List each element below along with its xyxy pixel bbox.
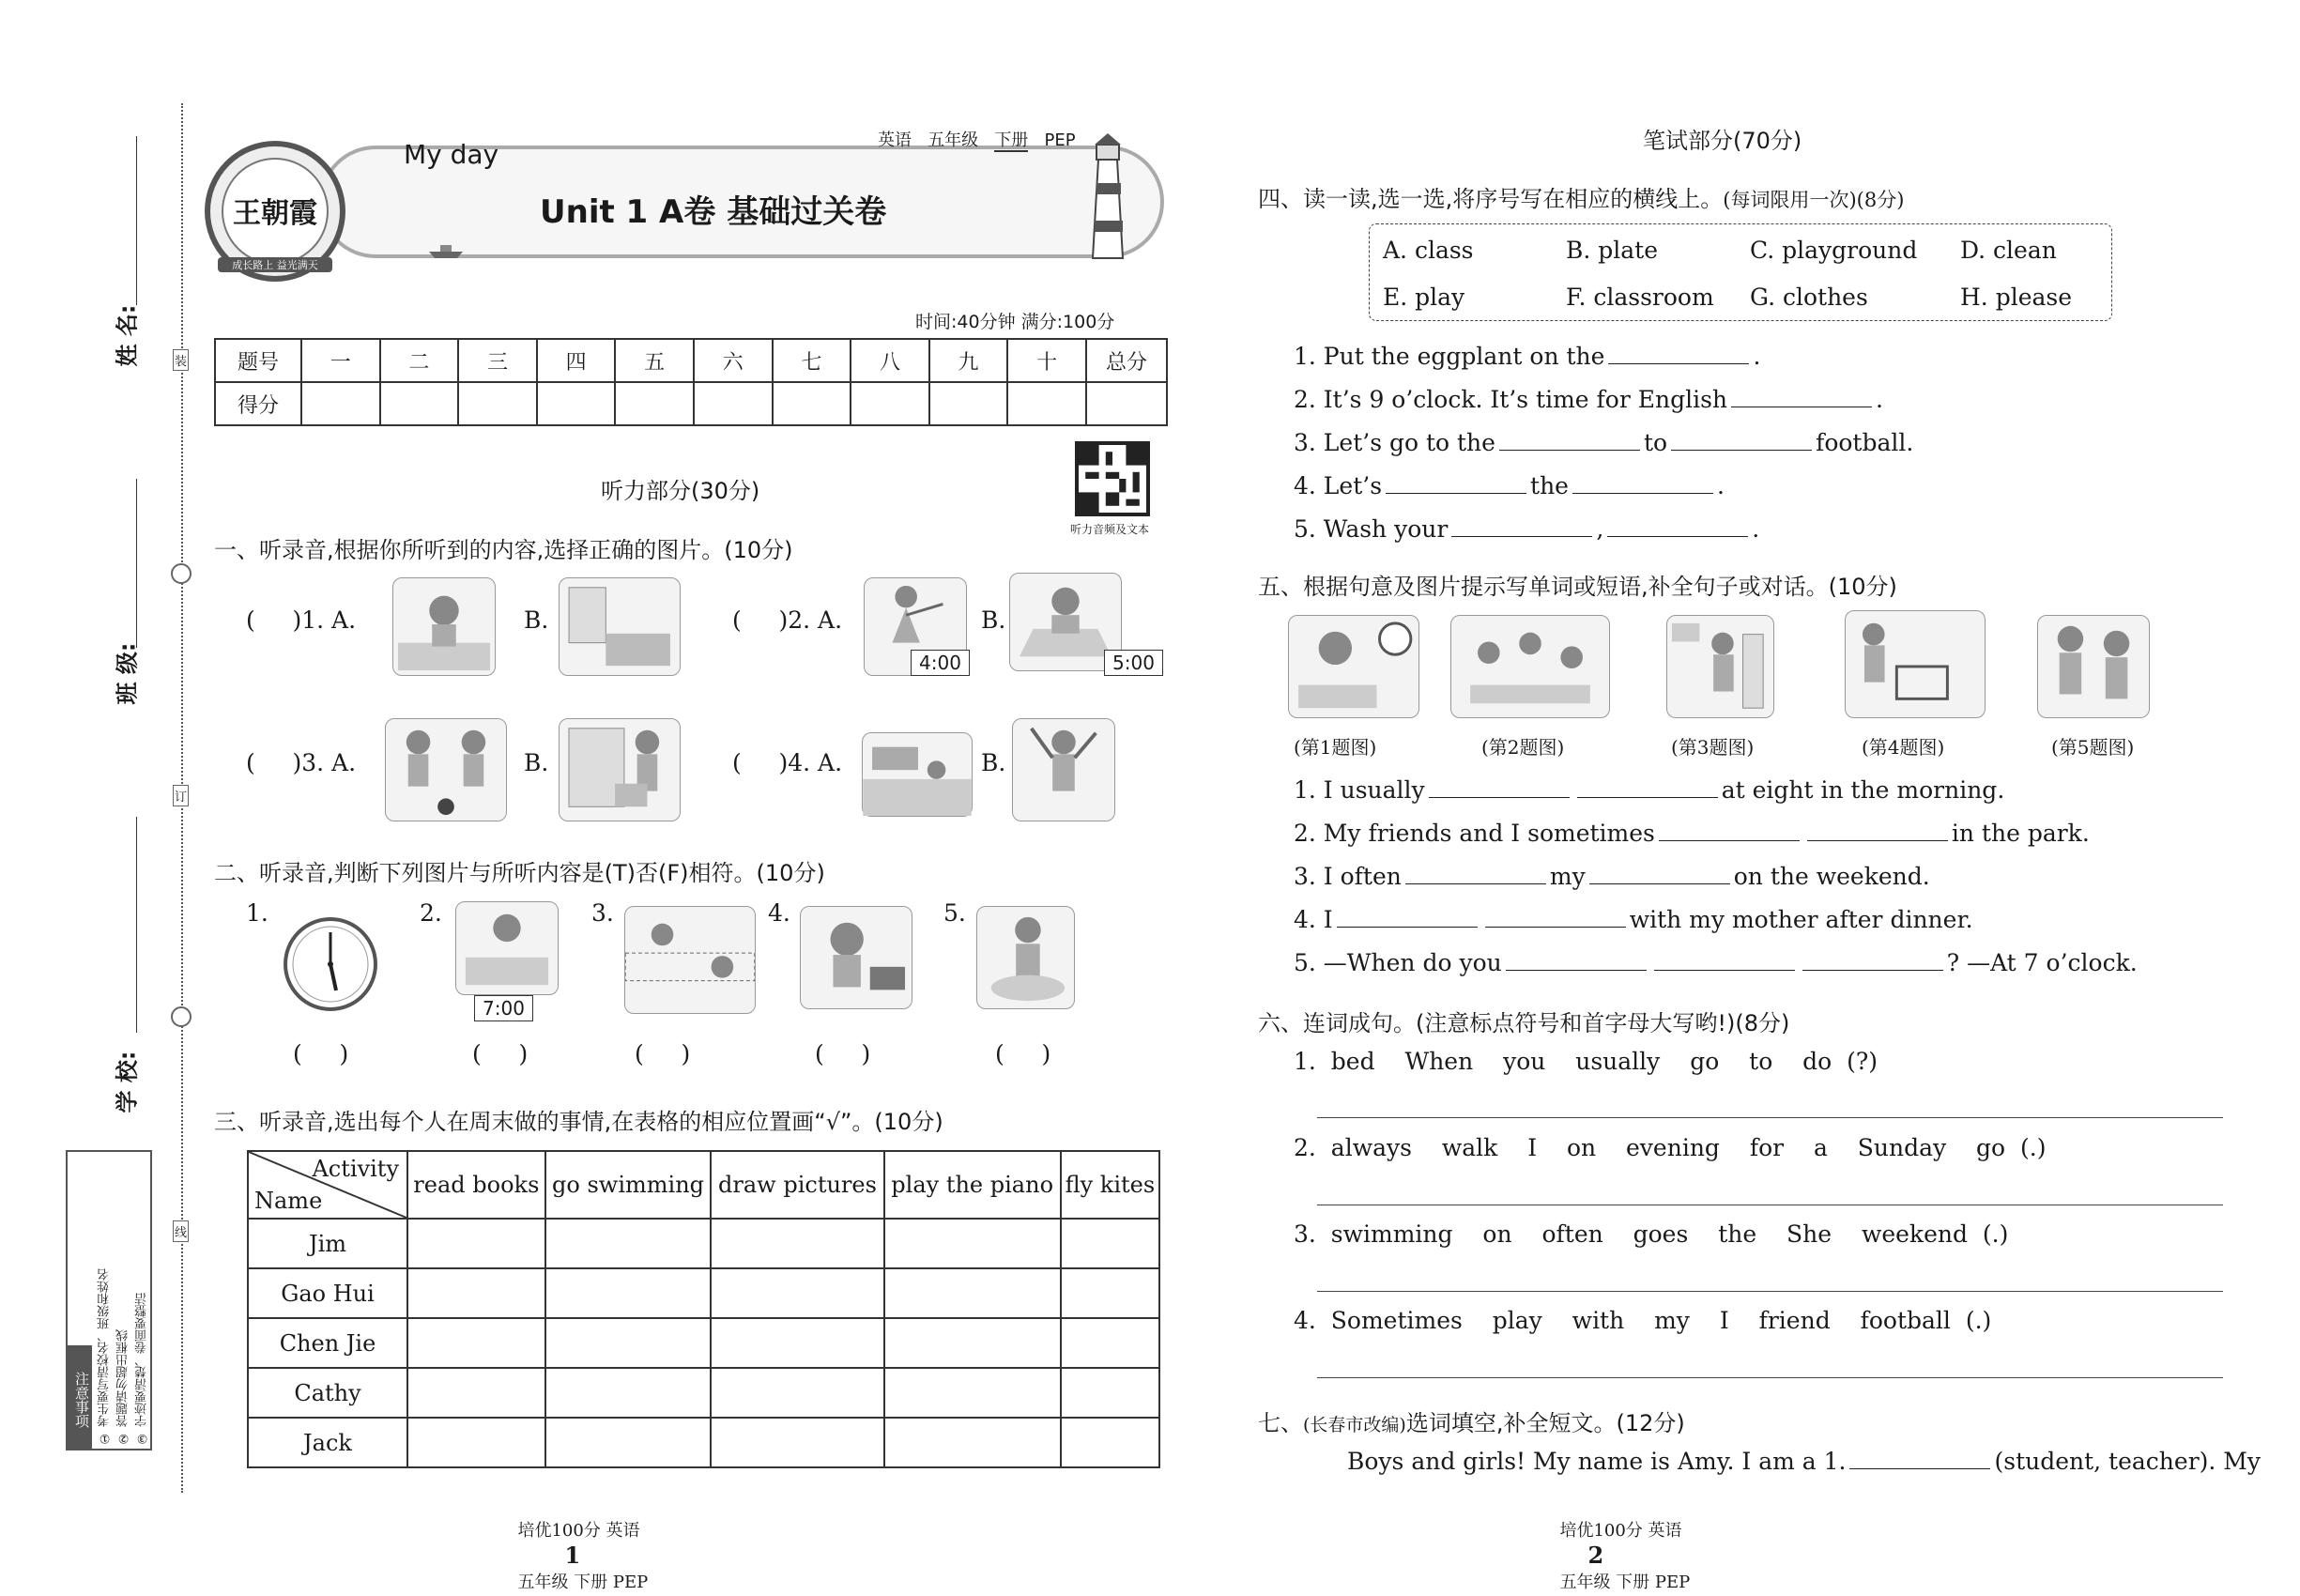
activity-col: go swimming bbox=[545, 1151, 712, 1219]
answer-blank[interactable] bbox=[1337, 907, 1478, 928]
answer-blank[interactable] bbox=[1405, 864, 1546, 884]
check-cell[interactable] bbox=[884, 1318, 1061, 1368]
score-cell[interactable] bbox=[1086, 382, 1167, 425]
q4-title-note: (每词限用一次)(8分) bbox=[1723, 189, 1905, 211]
footer-right-text2: 五年级 下册 PEP bbox=[1559, 1573, 1691, 1592]
q2-num-3: 3. bbox=[591, 899, 614, 927]
logo-text: 王朝霞 bbox=[233, 197, 317, 230]
unit-title: My day bbox=[404, 139, 499, 170]
check-cell[interactable] bbox=[407, 1318, 545, 1368]
score-cell[interactable] bbox=[1007, 382, 1086, 425]
diagonal-header-cell bbox=[248, 1151, 407, 1219]
activity-col: read books bbox=[407, 1151, 545, 1219]
exam-title: Unit 1 A卷 基础过关卷 bbox=[540, 193, 887, 231]
notice-item-1: ① 考生要写清校名、班级和姓名 bbox=[98, 1267, 112, 1445]
answer-blank[interactable] bbox=[1671, 430, 1812, 451]
q1-item2-b: B. bbox=[981, 606, 1006, 634]
qr-caption: 听力音频及文本 bbox=[1070, 523, 1150, 536]
row-name: Jim bbox=[248, 1219, 407, 1268]
answer-blank[interactable] bbox=[1499, 430, 1640, 451]
footer-left-text2: 五年级 下册 PEP bbox=[517, 1573, 649, 1592]
option-f: F. classroom bbox=[1566, 284, 1714, 311]
check-cell[interactable] bbox=[711, 1418, 883, 1467]
answer-blank[interactable] bbox=[1451, 516, 1592, 537]
q7-title-a: 七、 bbox=[1258, 1410, 1303, 1436]
cut-mark-2: 订 bbox=[173, 785, 189, 806]
score-head: 题号 bbox=[215, 339, 301, 382]
score-head: 总分 bbox=[1086, 339, 1167, 382]
q1-item4-num: ( )4. A. bbox=[732, 749, 843, 776]
answer-blank[interactable] bbox=[1485, 907, 1626, 928]
score-head: 五 bbox=[615, 339, 694, 382]
score-cell[interactable] bbox=[773, 382, 851, 425]
score-head: 九 bbox=[929, 339, 1008, 382]
answer-blank[interactable] bbox=[1608, 344, 1749, 364]
check-cell[interactable] bbox=[884, 1268, 1061, 1318]
activity-header-row bbox=[248, 1151, 1159, 1219]
book-grade: 五年级 bbox=[928, 130, 979, 150]
q5-2-kids-picnic-image bbox=[1450, 615, 1610, 718]
score-cell[interactable] bbox=[458, 382, 537, 425]
header-name: Name bbox=[254, 1188, 323, 1214]
q1-1a-girl-studying-image bbox=[392, 577, 496, 676]
check-cell[interactable] bbox=[884, 1219, 1061, 1268]
answer-blank[interactable] bbox=[1429, 777, 1570, 798]
q5-sentence-4: 4. I with my mother after dinner. bbox=[1294, 906, 1973, 933]
q6-item-4: 4. Sometimes play with my I friend football (.) bbox=[1294, 1307, 1992, 1334]
q6-answer-line-4[interactable] bbox=[1317, 1377, 2223, 1378]
q1-item3-num: ( )3. A. bbox=[246, 749, 357, 776]
q7-source: (长春市改编) bbox=[1303, 1415, 1406, 1435]
q5-sentence-2: 2. My friends and I sometimes in the park. bbox=[1294, 820, 2090, 847]
q5-sentence-5: 5. —When do you ? —At 7 o’clock. bbox=[1294, 949, 2138, 976]
school-field[interactable] bbox=[136, 817, 137, 1033]
answer-blank[interactable] bbox=[1659, 821, 1800, 841]
q5-caption-4: (第4题图) bbox=[1862, 736, 1945, 759]
activity-col: draw pictures bbox=[711, 1151, 883, 1219]
q5-sentence-1: 1. I usually at eight in the morning. bbox=[1294, 776, 2005, 804]
q5-sentence-3: 3. I often my on the weekend. bbox=[1294, 863, 1930, 890]
table-row bbox=[248, 1418, 1159, 1467]
score-head: 十 bbox=[1007, 339, 1086, 382]
q2-num-4: 4. bbox=[768, 899, 790, 927]
q1-4b-girl-exercising-image bbox=[1012, 718, 1115, 821]
activity-col: fly kites bbox=[1061, 1151, 1159, 1219]
check-cell[interactable] bbox=[711, 1318, 883, 1368]
table-row bbox=[248, 1268, 1159, 1318]
q1-item3-b: B. bbox=[524, 749, 549, 776]
q2-answer-1[interactable]: ( ) bbox=[293, 1040, 349, 1067]
option-e: E. play bbox=[1383, 284, 1465, 311]
q2-2-time: 7:00 bbox=[474, 995, 533, 1021]
check-cell[interactable] bbox=[884, 1368, 1061, 1418]
written-title: 笔试部分(70分) bbox=[1643, 128, 1802, 154]
notice-title: 注意事项 bbox=[68, 1345, 92, 1449]
score-head: 一 bbox=[301, 339, 380, 382]
footer-right-text1: 培优100分 英语 bbox=[1559, 1521, 1682, 1541]
q5-title: 五、根据句意及图片提示写单词或短语,补全句子或对话。(10分) bbox=[1258, 574, 1897, 600]
q5-1-boy-breakfast-clock-image bbox=[1288, 615, 1419, 718]
answer-blank[interactable] bbox=[1589, 864, 1730, 884]
q4-sentence-5: 5. Wash your , . bbox=[1294, 515, 1760, 543]
q6-item-1: 1. bed When you usually go to do (?) bbox=[1294, 1048, 1878, 1075]
check-cell[interactable] bbox=[884, 1418, 1061, 1467]
option-d: D. clean bbox=[1960, 237, 2057, 264]
score-label: 得分 bbox=[215, 382, 301, 425]
book-subject: 英语 bbox=[878, 130, 912, 150]
option-h: H. please bbox=[1960, 284, 2073, 311]
book-info bbox=[878, 127, 1076, 151]
answer-blank[interactable] bbox=[1807, 821, 1948, 841]
answer-blank[interactable] bbox=[1849, 1449, 1990, 1469]
logo-badge bbox=[205, 141, 345, 282]
q1-item2-num: ( )2. A. bbox=[732, 606, 843, 634]
check-cell[interactable] bbox=[1061, 1318, 1159, 1368]
boat-icon bbox=[427, 242, 465, 259]
q7-passage-line-1: Boys and girls! My name is Amy. I am a 1. (student, teacher). My bbox=[1347, 1448, 2262, 1475]
q1-item1-num: ( )1. A. bbox=[246, 606, 357, 634]
notice-item-2: ② 答题请勿超出框线 bbox=[116, 1328, 130, 1445]
class-field[interactable] bbox=[136, 479, 137, 648]
answer-blank[interactable] bbox=[1802, 950, 1943, 971]
q4-sentence-4: 4. Let’s the . bbox=[1294, 472, 1725, 499]
check-cell[interactable] bbox=[407, 1368, 545, 1418]
q7-title-b: 选词填空,补全短文。(12分) bbox=[1405, 1410, 1685, 1436]
q5-5-kids-clock-image bbox=[2037, 615, 2150, 718]
option-b: B. plate bbox=[1566, 237, 1659, 264]
name-field[interactable] bbox=[136, 136, 137, 305]
check-cell[interactable] bbox=[545, 1268, 712, 1318]
answer-blank[interactable] bbox=[1572, 473, 1713, 494]
q1-1b-bedroom-image bbox=[559, 577, 681, 676]
q2-answer-3[interactable]: ( ) bbox=[635, 1040, 691, 1067]
q2-num-1: 1. bbox=[246, 899, 268, 927]
table-row bbox=[248, 1368, 1159, 1418]
class-label: 班 级: bbox=[114, 642, 141, 705]
score-head: 三 bbox=[458, 339, 537, 382]
score-head: 八 bbox=[851, 339, 929, 382]
q6-answer-line-1[interactable] bbox=[1317, 1117, 2223, 1118]
q5-caption-2: (第2题图) bbox=[1481, 736, 1565, 759]
check-cell[interactable] bbox=[711, 1219, 883, 1268]
book-edition: PEP bbox=[1044, 130, 1076, 150]
q6-title: 六、连词成句。(注意标点符号和首字母大写哟!)(8分) bbox=[1258, 1010, 1790, 1036]
answer-blank[interactable] bbox=[1607, 516, 1748, 537]
q1-3b-shopping-image bbox=[559, 718, 681, 821]
q2-4-girl-reading-image bbox=[800, 906, 912, 1009]
cut-mark-3: 线 bbox=[173, 1220, 189, 1242]
q5-caption-5: (第5题图) bbox=[2051, 736, 2135, 759]
logo-ribbon: 成长路上 益光满天 bbox=[218, 257, 332, 272]
check-cell[interactable] bbox=[407, 1268, 545, 1318]
notice-item-3: ③ 字迹要清楚、卷面要整洁 bbox=[135, 1292, 149, 1445]
footer-right-page: 2 bbox=[1587, 1542, 1604, 1569]
school-label: 学 校: bbox=[114, 1051, 141, 1113]
header-activity: Activity bbox=[312, 1156, 399, 1182]
q1-item4-b: B. bbox=[981, 749, 1006, 776]
check-cell[interactable] bbox=[545, 1368, 712, 1418]
q2-1-clock-image bbox=[282, 915, 380, 1014]
activity-table bbox=[247, 1150, 1160, 1468]
q5-3-girl-cleaning-image bbox=[1666, 615, 1774, 718]
q4-title bbox=[1258, 180, 1904, 213]
score-head: 二 bbox=[380, 339, 459, 382]
score-head: 六 bbox=[694, 339, 773, 382]
q2-num-2: 2. bbox=[420, 899, 442, 927]
footer-right bbox=[1549, 1497, 1690, 1593]
q2-title: 二、听录音,判断下列图片与所听内容是(T)否(F)相符。(10分) bbox=[214, 860, 825, 886]
answer-blank[interactable] bbox=[1654, 950, 1795, 971]
q2-3-kids-tennis-image bbox=[624, 906, 756, 1014]
score-cell[interactable] bbox=[380, 382, 459, 425]
q6-item-3: 3. swimming on often goes the She weekend (.) bbox=[1294, 1220, 2009, 1248]
q6-answer-line-3[interactable] bbox=[1317, 1291, 2223, 1292]
q4-sentence-3: 3. Let’s go to the to football. bbox=[1294, 429, 1914, 456]
q2-5-boy-washing-clothes-image bbox=[976, 906, 1075, 1009]
score-cell[interactable] bbox=[615, 382, 694, 425]
name-label: 姓 名: bbox=[114, 304, 141, 367]
check-cell[interactable] bbox=[545, 1318, 712, 1368]
check-cell[interactable] bbox=[545, 1219, 712, 1268]
q1-4a-girl-by-lake-image bbox=[862, 732, 973, 817]
score-cell[interactable] bbox=[851, 382, 929, 425]
q1-2a-time: 4:00 bbox=[911, 650, 970, 676]
footer-left-text1: 培优100分 英语 bbox=[517, 1521, 640, 1541]
punch-hole-2 bbox=[171, 1006, 192, 1027]
listening-title: 听力部分(30分) bbox=[601, 478, 760, 504]
q5-caption-1: (第1题图) bbox=[1294, 736, 1377, 759]
score-cell[interactable] bbox=[301, 382, 380, 425]
q2-num-5: 5. bbox=[943, 899, 966, 927]
score-cell[interactable] bbox=[537, 382, 616, 425]
activity-col: play the piano bbox=[884, 1151, 1061, 1219]
score-header-row bbox=[215, 339, 1167, 382]
q1-title: 一、听录音,根据你所听到的内容,选择正确的图片。(10分) bbox=[214, 537, 793, 563]
check-cell[interactable] bbox=[1061, 1268, 1159, 1318]
option-a: A. class bbox=[1383, 237, 1474, 264]
score-table bbox=[214, 338, 1168, 426]
q2-2-boy-eating-image bbox=[455, 901, 559, 995]
table-row bbox=[248, 1219, 1159, 1268]
answer-blank[interactable] bbox=[1577, 777, 1718, 798]
check-cell[interactable] bbox=[407, 1418, 545, 1467]
answer-blank[interactable] bbox=[1386, 473, 1526, 494]
option-g: G. clothes bbox=[1750, 284, 1868, 311]
q4-sentence-1: 1. Put the eggplant on the . bbox=[1294, 343, 1761, 370]
row-name: Chen Jie bbox=[248, 1318, 407, 1368]
check-cell[interactable] bbox=[1061, 1219, 1159, 1268]
score-cell[interactable] bbox=[929, 382, 1008, 425]
footer-left bbox=[507, 1497, 648, 1593]
q5-caption-3: (第3题图) bbox=[1671, 736, 1755, 759]
q4-sentence-2: 2. It’s 9 o’clock. It’s time for English . bbox=[1294, 386, 1883, 413]
time-info: 时间:40分钟 满分:100分 bbox=[915, 312, 1115, 332]
check-cell[interactable] bbox=[545, 1418, 712, 1467]
row-name: Cathy bbox=[248, 1368, 407, 1418]
notice-box bbox=[66, 1150, 152, 1450]
check-cell[interactable] bbox=[711, 1368, 883, 1418]
answer-blank[interactable] bbox=[1506, 950, 1647, 971]
q6-item-2: 2. always walk I on evening for a Sunday go (.) bbox=[1294, 1134, 2047, 1161]
q2-answer-5[interactable]: ( ) bbox=[995, 1040, 1051, 1067]
row-name: Gao Hui bbox=[248, 1268, 407, 1318]
q7-title bbox=[1258, 1404, 1685, 1437]
score-cell[interactable] bbox=[694, 382, 773, 425]
check-cell[interactable] bbox=[407, 1219, 545, 1268]
score-head: 四 bbox=[537, 339, 616, 382]
score-row bbox=[215, 382, 1167, 425]
check-cell[interactable] bbox=[1061, 1418, 1159, 1467]
q2-answer-2[interactable]: ( ) bbox=[472, 1040, 529, 1067]
q5-4-shopping-cart-image bbox=[1845, 610, 1986, 718]
answer-blank[interactable] bbox=[1731, 387, 1872, 407]
q1-item1-b: B. bbox=[524, 606, 549, 634]
q4-title-main: 四、读一读,选一选,将序号写在相应的横线上。 bbox=[1258, 186, 1724, 212]
row-name: Jack bbox=[248, 1418, 407, 1467]
score-head: 七 bbox=[773, 339, 851, 382]
cut-mark-1: 装 bbox=[173, 349, 189, 371]
check-cell[interactable] bbox=[711, 1268, 883, 1318]
qr-code[interactable] bbox=[1075, 441, 1150, 516]
check-cell[interactable] bbox=[1061, 1368, 1159, 1418]
q1-2b-time: 5:00 bbox=[1104, 650, 1163, 676]
q2-answer-4[interactable]: ( ) bbox=[815, 1040, 871, 1067]
lighthouse-icon bbox=[1080, 131, 1136, 263]
q1-3a-boys-playing-football-image bbox=[385, 718, 507, 821]
q3-title: 三、听录音,选出每个人在周末做的事情,在表格的相应位置画“√”。(10分) bbox=[214, 1109, 943, 1135]
table-row bbox=[248, 1318, 1159, 1368]
footer-left-page: 1 bbox=[564, 1542, 581, 1569]
option-c: C. playground bbox=[1750, 237, 1918, 264]
book-term: 下册 bbox=[994, 130, 1029, 150]
punch-hole-1 bbox=[171, 563, 192, 584]
